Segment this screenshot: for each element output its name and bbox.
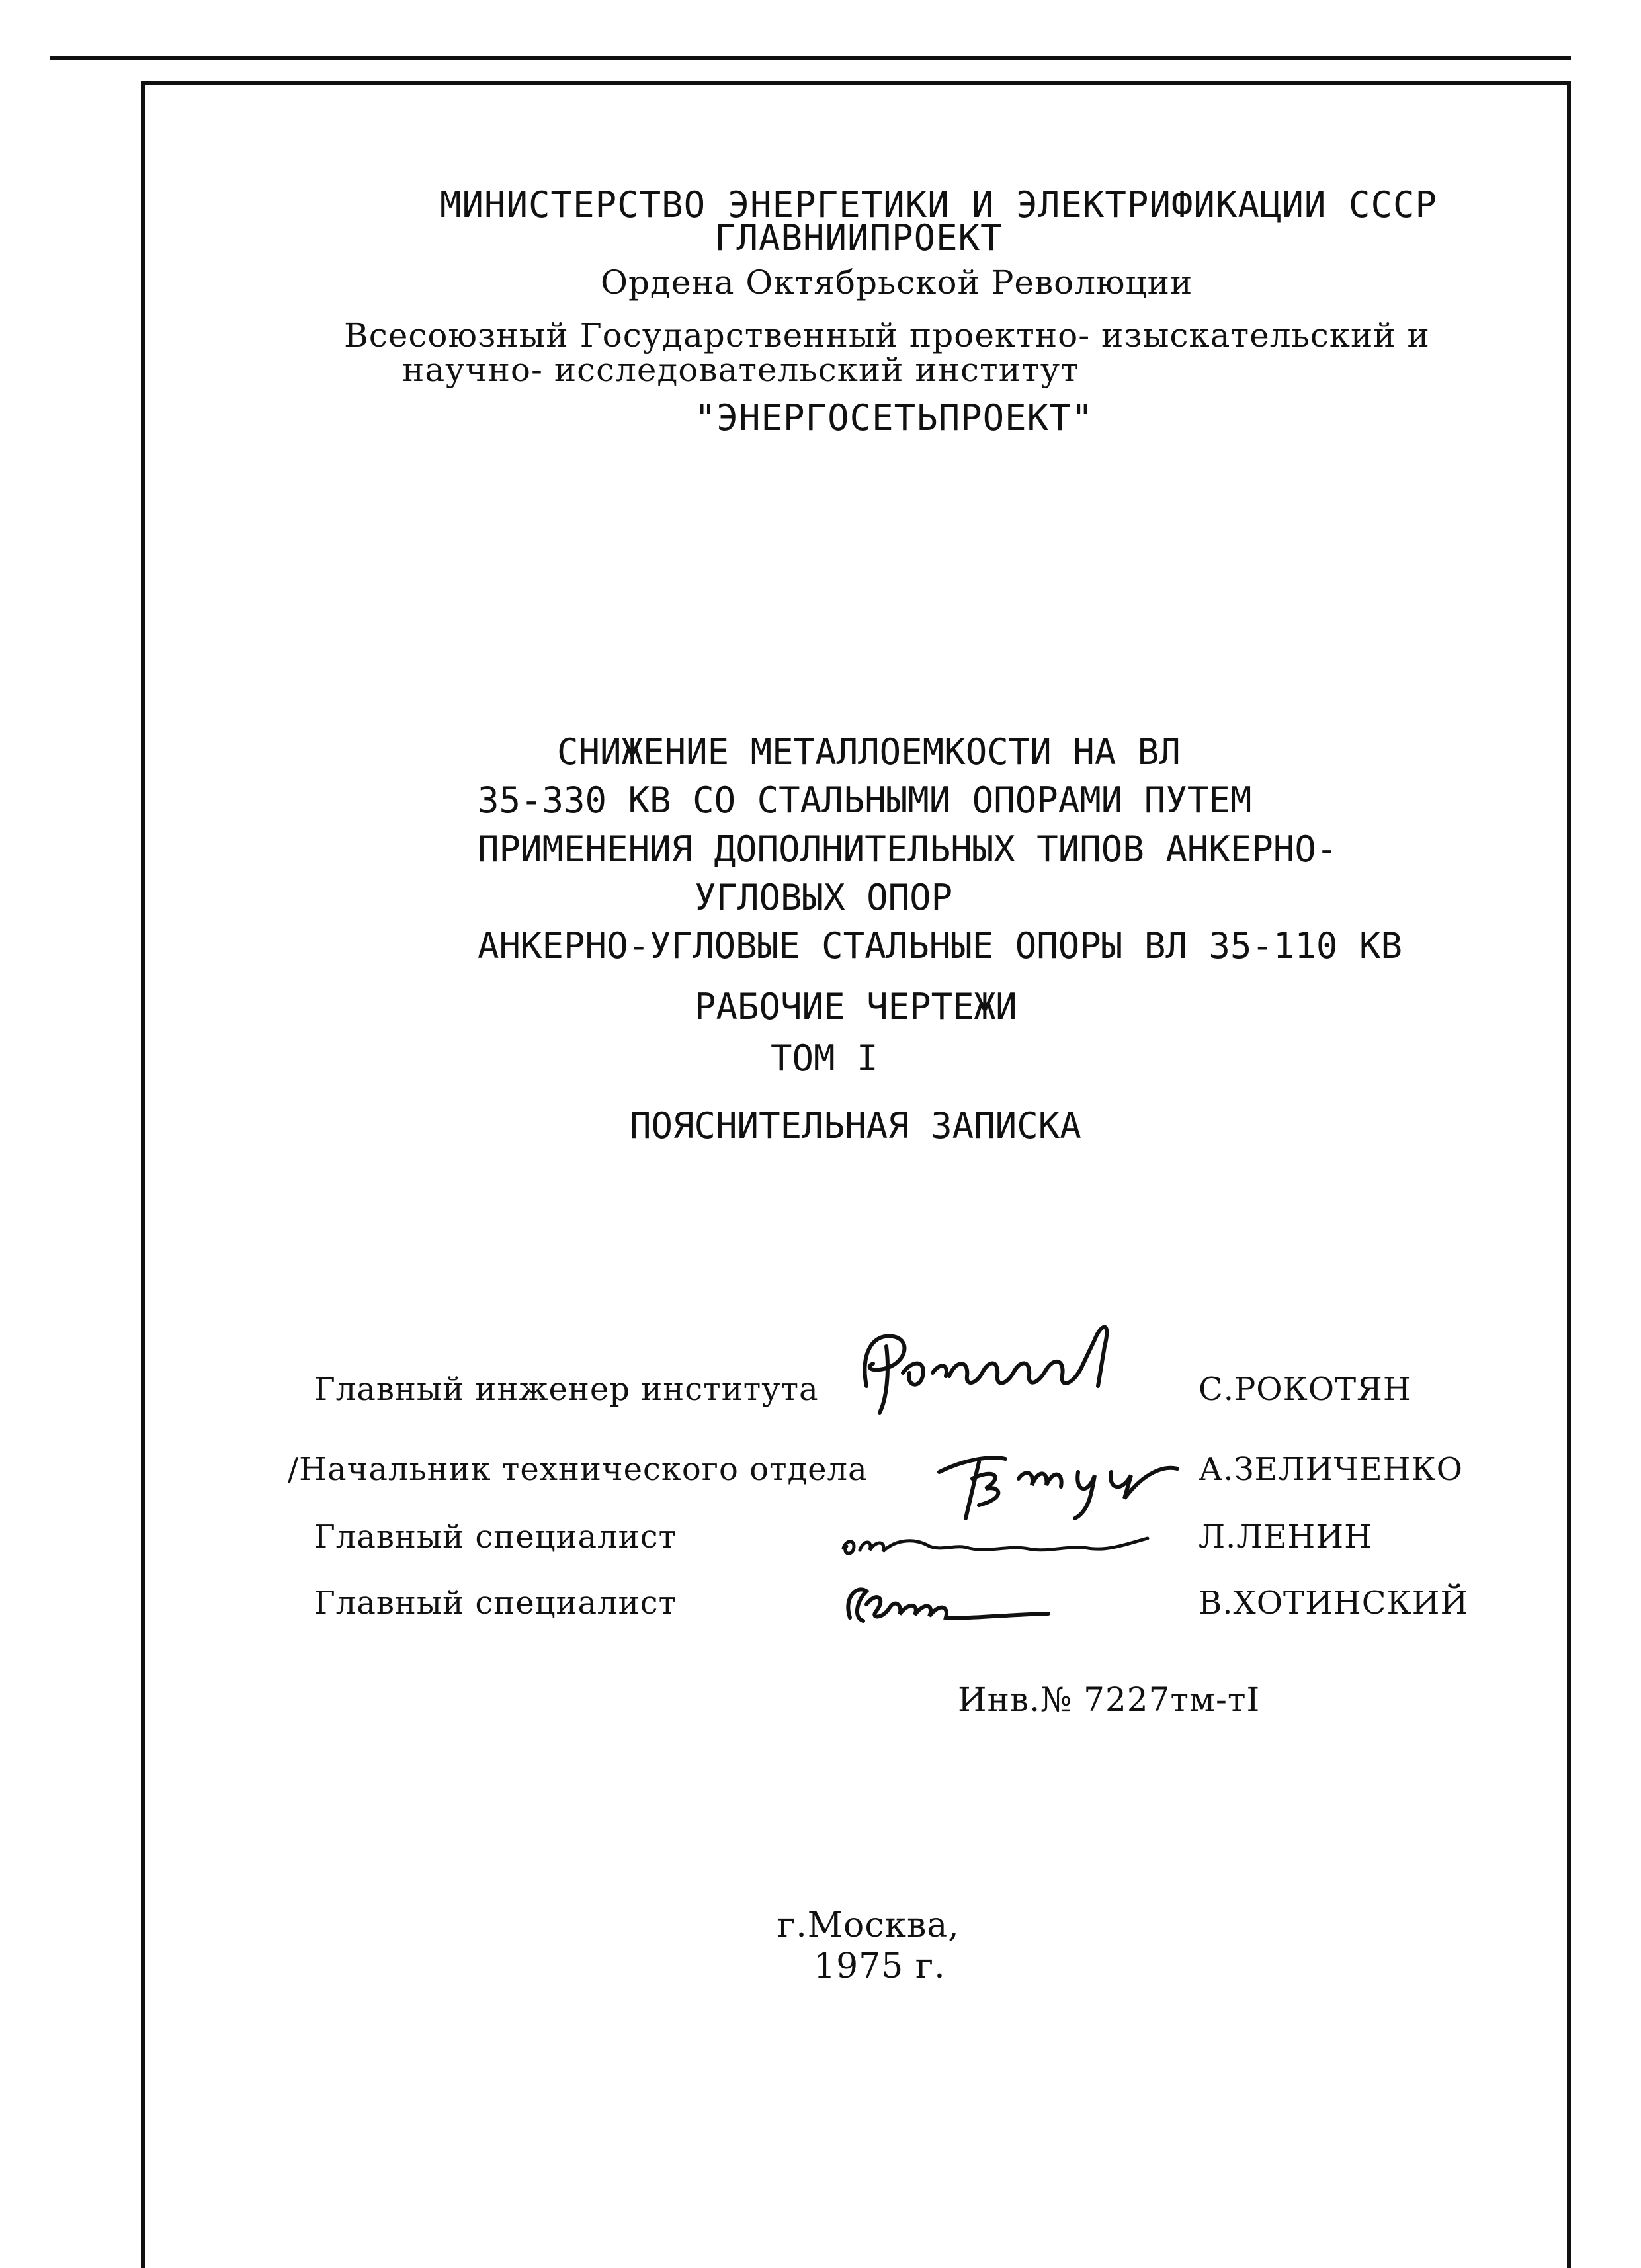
name-lenin: Л.ЛЕНИН	[1199, 1518, 1372, 1555]
ministry-heading: МИНИСТЕРСТВО ЭНЕРГЕТИКИ И ЭЛЕКТРИФИКАЦИИ СССР	[440, 184, 1437, 226]
year-label: 1975 г.	[814, 1946, 946, 1986]
drawings-label: РАБОЧИЕ ЧЕРТЕЖИ	[694, 986, 1017, 1027]
role-chief-specialist-2: Главный специалист	[314, 1585, 677, 1622]
name-zelichenko: А.ЗЕЛИЧЕНКО	[1199, 1451, 1463, 1488]
institute-line-1: Всесоюзный Государственный проектно- изыскательский и	[344, 316, 1430, 355]
city-label: г.Москва,	[777, 1905, 960, 1945]
signature-khotinsky-image	[837, 1571, 1075, 1631]
name-khotinsky: В.ХОТИНСКИЙ	[1199, 1585, 1469, 1622]
institute-name: "ЭНЕРГОСЕТЬПРОЕКТ"	[694, 397, 1094, 439]
explanatory-note-label: ПОЯСНИТЕЛЬНАЯ ЗАПИСКА	[630, 1105, 1081, 1147]
role-chief-specialist-1: Главный специалист	[314, 1518, 677, 1555]
inventory-number: Инв.№ 7227тм-тI	[958, 1680, 1261, 1719]
signature-rokotyan-image	[840, 1307, 1197, 1419]
institute-line-2: научно- исследовательский институт	[402, 351, 1079, 389]
signature-zelichenko-image	[926, 1432, 1210, 1525]
title-line-1: СНИЖЕНИЕ МЕТАЛЛОЕМКОСТИ НА ВЛ	[557, 731, 1181, 773]
role-chief-engineer: Главный инженер института	[314, 1371, 819, 1408]
title-line-2: 35-330 КВ СО СТАЛЬНЫМИ ОПОРАМИ ПУТЕМ	[478, 779, 1252, 821]
role-tech-dept-head: /Начальник технического отдела	[288, 1451, 868, 1488]
volume-label: ТОМ I	[771, 1037, 878, 1079]
title-line-4: УГЛОВЫХ ОПОР	[694, 877, 953, 918]
top-border-line	[50, 56, 1571, 60]
department-heading: ГЛАВНИИПРОЕКТ	[714, 217, 1003, 259]
order-line: Ордена Октябрьской Революции	[601, 263, 1193, 302]
title-line-3: ПРИМЕНЕНИЯ ДОПОЛНИТЕЛЬНЫХ ТИПОВ АНКЕРНО-	[478, 828, 1338, 870]
name-rokotyan: С.РОКОТЯН	[1199, 1371, 1411, 1408]
title-line-5: АНКЕРНО-УГЛОВЫЕ СТАЛЬНЫЕ ОПОРЫ ВЛ 35-110 КВ	[478, 925, 1402, 967]
signature-lenin-image	[837, 1512, 1154, 1565]
